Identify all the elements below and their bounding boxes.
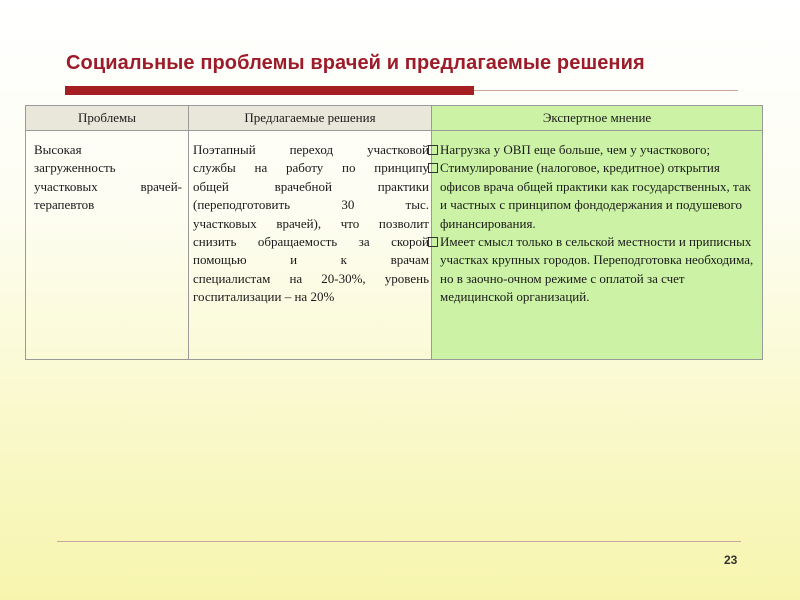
- checkbox-bullet-icon: [428, 237, 438, 247]
- problem-line: загруженность: [34, 160, 116, 176]
- problem-line: участковых врачей-: [34, 178, 182, 194]
- expert-opinion-cell: [432, 131, 763, 360]
- solution-line: общей врачебной практики: [193, 178, 429, 194]
- checkbox-bullet-icon: [428, 145, 438, 155]
- problem-cell: [26, 131, 189, 360]
- expert-bullet-item: [440, 233, 758, 307]
- expert-bullet-item: [440, 159, 758, 233]
- slide-title: Социальные проблемы врачей и предлагаемые решения: [66, 52, 645, 74]
- problems-table: [25, 105, 763, 360]
- header-solutions: Предлагаемые решения: [189, 106, 432, 131]
- solution-line: (переподготовить 30 тыс.: [193, 197, 429, 213]
- expert-bullet-text: Имеет смысл только в сельской местности и приписных участках крупных городов. Переподготовка необходима, но в заочно-очном режиме с оплатой за счет медицинской организаций.: [440, 234, 754, 305]
- problem-line: Высокая: [34, 142, 82, 157]
- title-accent-bar: [65, 86, 474, 95]
- header-problems: Проблемы: [26, 106, 189, 131]
- solution-line: специалистам на 20-30%, уровень: [193, 270, 429, 286]
- solution-line: помощью и к врачам: [193, 252, 429, 268]
- problem-line: терапевтов: [34, 197, 95, 213]
- header-expert-opinion: Экспертное мнение: [432, 106, 763, 131]
- expert-bullet-text: Стимулирование (налоговое, кредитное) открытия офисов врача общей практики как государственных, так и частных с принципом фондодержания и подушевого финансирования.: [440, 160, 751, 231]
- solution-line: участковых врачей), что позволит: [193, 215, 429, 231]
- table-header-row: [26, 106, 763, 131]
- checkbox-bullet-icon: [428, 163, 438, 173]
- solution-line: Поэтапный переход участковой: [193, 142, 429, 157]
- expert-bullet-item: [440, 141, 758, 159]
- title-accent-line: [474, 90, 738, 91]
- solution-line: снизить обращаемость за скорой: [193, 234, 429, 250]
- solution-line: службы на работу по принципу: [193, 160, 429, 176]
- solution-line: госпитализации – на 20%: [193, 289, 335, 305]
- expert-bullet-text: Нагрузка у ОВП еще больше, чем у участкового;: [440, 142, 711, 157]
- page-number: 23: [724, 553, 738, 567]
- table-row: [26, 131, 763, 360]
- footer-divider: [57, 541, 741, 542]
- solution-cell: [189, 131, 432, 360]
